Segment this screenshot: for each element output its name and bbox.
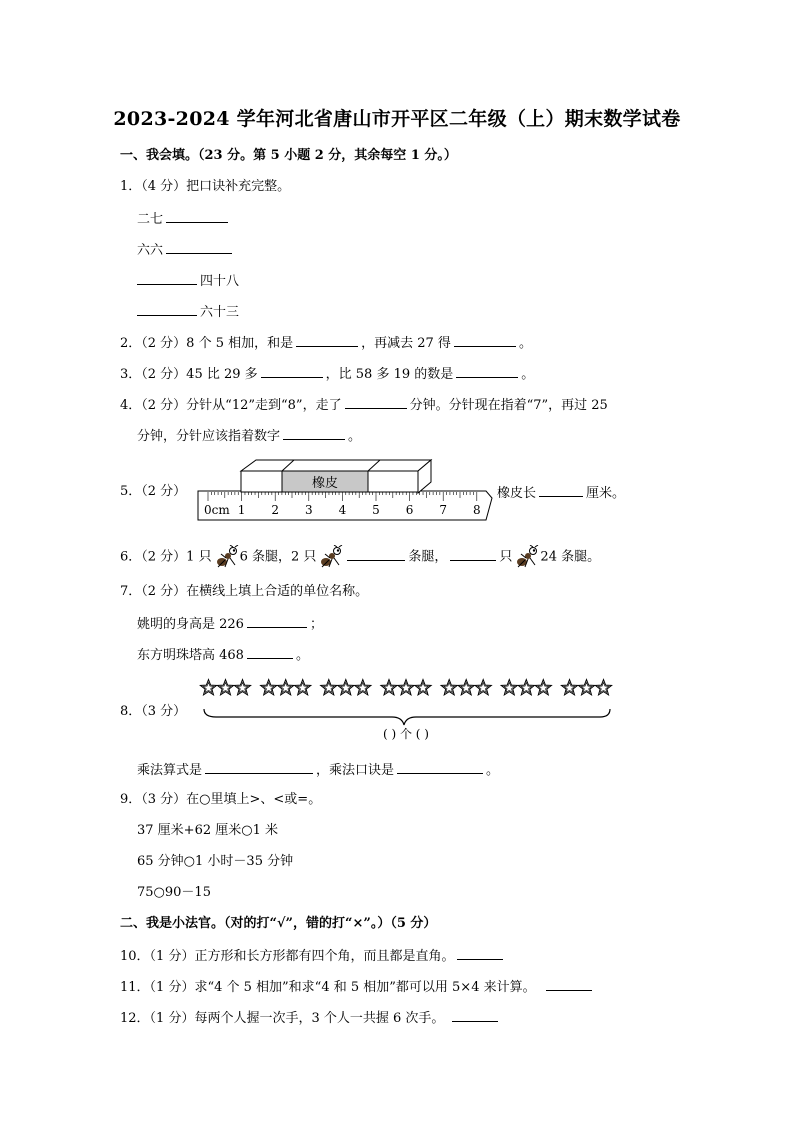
answer-blank[interactable] xyxy=(247,645,293,659)
answer-blank[interactable] xyxy=(166,209,228,223)
answer-blank[interactable] xyxy=(457,946,503,960)
section-2-heading: 二、我是小法官。（对的打“√”，错的打“×”。）（5 分） xyxy=(120,916,437,931)
answer-blank[interactable] xyxy=(296,333,358,347)
answer-blank[interactable] xyxy=(347,547,405,561)
question-1-item-a: 二七 xyxy=(137,209,231,229)
question-2: 2．（2 分）8 个 5 相加，和是 ，再减去 27 得 。 xyxy=(120,333,532,353)
stars-caption: ( ) 个 ( ) xyxy=(383,727,429,741)
brace-shape xyxy=(204,709,610,725)
question-9-item-b: 65 分钟○1 小时－35 分钟 xyxy=(137,854,294,869)
answer-blank[interactable] xyxy=(345,395,407,409)
ant-icon xyxy=(317,545,343,569)
question-12: 12．（1 分）每两个人握一次手，3 个人一共握 6 次手。 xyxy=(120,1008,501,1028)
question-1-item-b: 六六 xyxy=(137,240,235,260)
eraser-label: 橡皮 xyxy=(311,476,339,491)
answer-blank[interactable] xyxy=(452,1008,498,1022)
question-10: 10．（1 分）正方形和长方形都有四个角，而且都是直角。 xyxy=(120,946,506,966)
question-5-answer: 橡皮长 厘米。 xyxy=(497,483,625,503)
question-6: 6．（2 分）1 只 6 条腿，2 只 条腿， 只 24 条腿。 xyxy=(120,545,600,569)
ruler-tick-label: 8 xyxy=(472,503,481,517)
star-groups xyxy=(200,680,611,695)
answer-blank[interactable] xyxy=(454,333,516,347)
question-5-label: 5．（2 分） xyxy=(120,484,187,499)
ruler-tick-label: 5 xyxy=(372,503,380,517)
ruler-with-eraser-svg xyxy=(196,458,496,528)
question-4-line-1: 4．（2 分）分针从“12”走到“8”，走了 分钟。分针现在指着“7”，再过 25 xyxy=(120,395,608,415)
answer-blank[interactable] xyxy=(283,426,345,440)
answer-blank[interactable] xyxy=(137,302,197,316)
question-9-item-a: 37 厘米+62 厘米○1 米 xyxy=(137,823,278,838)
ruler-tick-label: 2 xyxy=(271,503,280,517)
stars-figure xyxy=(196,675,616,745)
ruler-tick-label: 3 xyxy=(304,503,313,517)
question-7-item-a: 姚明的身高是 226 ； xyxy=(137,614,323,634)
question-8-answer: 乘法算式是 ，乘法口诀是 。 xyxy=(137,760,499,780)
question-7-stem: 7．（2 分）在横线上填上合适的单位名称。 xyxy=(120,584,369,599)
page-title: 2023-2024 学年河北省唐山市开平区二年级（上）期末数学试卷 xyxy=(113,108,681,130)
ruler-tick-label: 0cm xyxy=(204,503,230,517)
answer-blank[interactable] xyxy=(137,271,197,285)
answer-blank[interactable] xyxy=(397,760,483,774)
answer-blank[interactable] xyxy=(205,760,313,774)
question-1-stem: 1．（4 分）把口诀补充完整。 xyxy=(120,179,291,194)
answer-blank[interactable] xyxy=(539,483,583,497)
ruler-figure xyxy=(196,458,496,528)
ruler-tick-label: 6 xyxy=(405,503,414,517)
answer-blank[interactable] xyxy=(247,614,307,628)
question-3: 3．（2 分）45 比 29 多 ，比 58 多 19 的数是 。 xyxy=(120,364,534,384)
ant-icon xyxy=(213,545,239,569)
question-1-item-c: 四十八 xyxy=(137,271,239,291)
answer-blank[interactable] xyxy=(261,364,323,378)
question-9-item-c: 75○90－15 xyxy=(137,885,211,900)
question-4-line-2: 分钟，分针应该指着数字 。 xyxy=(137,426,361,446)
stars-svg xyxy=(196,675,616,745)
answer-blank[interactable] xyxy=(456,364,518,378)
section-1-heading: 一、我会填。（23 分。第 5 小题 2 分，其余每空 1 分。） xyxy=(120,148,457,163)
answer-blank[interactable] xyxy=(166,240,232,254)
question-8-label: 8．（3 分） xyxy=(120,704,187,719)
answer-blank[interactable] xyxy=(546,977,592,991)
ant-icon xyxy=(513,545,539,569)
ruler-tick-label: 4 xyxy=(338,503,347,517)
question-1-item-d: 六十三 xyxy=(137,302,239,322)
question-7-item-b: 东方明珠塔高 468 。 xyxy=(137,645,309,665)
question-11: 11．（1 分）求“4 个 5 相加”和求“4 和 5 相加”都可以用 5×4 来计算。 xyxy=(120,977,595,997)
answer-blank[interactable] xyxy=(450,547,496,561)
ruler-tick-label: 7 xyxy=(439,503,448,517)
question-9-stem: 9．（3 分）在○里填上>、<或=。 xyxy=(120,792,322,807)
ruler-tick-label: 1 xyxy=(237,503,246,517)
